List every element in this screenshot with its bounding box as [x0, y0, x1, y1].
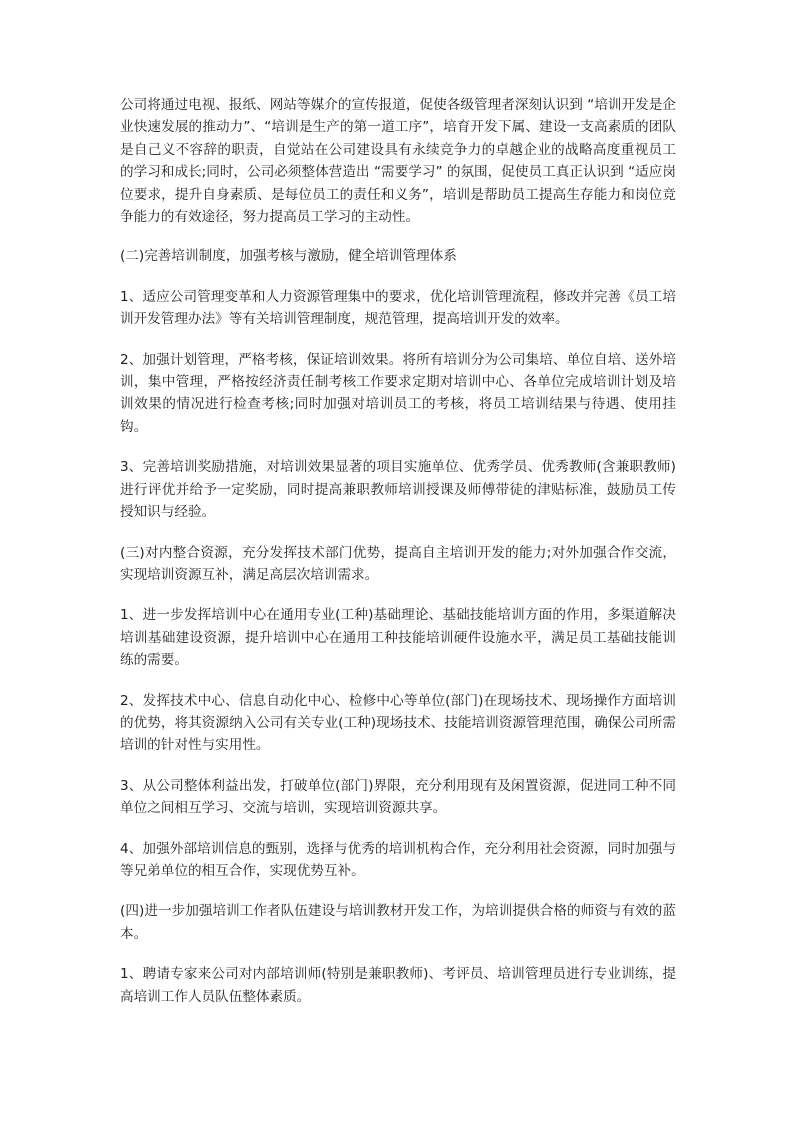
section-heading-3: (三)对内整合资源，充分发挥技术部门优势，提高自主培训开发的能力;对外加强合作交流，实现培训资源互补，满足高层次培训需求。	[120, 544, 676, 583]
section-heading-4: (四)进一步加强培训工作者队伍建设与培训教材开发工作，为培训提供合格的师资与有效的蓝本。	[120, 903, 676, 942]
document-body	[120, 94, 676, 1026]
list-item: 2、加强计划管理，严格考核，保证培训效果。将所有培训分为公司集培、单位自培、送外培训，集中管理，严格按经济责任制考核工作要求定期对培训中心、各单位完成培训计划及培训效果的情况进行检查考核;同时加强对培训员工的考核，将员工培训结果与待遇、使用挂钩。	[120, 351, 676, 435]
list-item: 1、聘请专家来公司对内部培训师(特别是兼职教师)、考评员、培训管理员进行专业训练，提高培训工作人员队伍整体素质。	[120, 966, 676, 1005]
intro-paragraph: 公司将通过电视、报纸、网站等媒介的宣传报道，促使各级管理者深刻认识到 “培训开发是企业快速发展的推动力”、“培训是生产的第一道工序”，培育开发下属、建设一支高素质的团队是自己义不容辞的职责，自觉站在公司建设具有永续竞争力的卓越企业的战略高度重视员工的学习和成长;同时，公司必须整体营造出 “需要学习” 的氛围，促使员工真正认识到 “适应岗位要求，提升自身素质、是每位员工的责任和义务”，培训是帮助员工提高生存能力和岗位竞争能力的有效途径，努力提高员工学习的主动性。	[120, 97, 676, 226]
list-item: 1、进一步发挥培训中心在通用专业(工种)基础理论、基础技能培训方面的作用，多渠道解决培训基础建设资源，提升培训中心在通用工种技能培训硬件设施水平，满足员工基础技能训练的需要。	[120, 607, 676, 669]
section-heading-2: (二)完善培训制度，加强考核与激励，健全培训管理体系	[120, 248, 457, 265]
list-item: 3、从公司整体利益出发，打破单位(部门)界限，充分利用现有及闲置资源，促进同工种不同单位之间相互学习、交流与培训，实现培训资源共享。	[120, 777, 676, 817]
list-item: 4、加强外部培训信息的甄别，选择与优秀的培训机构合作，充分利用社会资源，同时加强与等兄弟单位的相互合作，实现优势互补。	[120, 840, 676, 879]
list-item: 2、发挥技术中心、信息自动化中心、检修中心等单位(部门)在现场技术、现场操作方面培训的优势，将其资源纳入公司有关专业(工种)现场技术、技能培训资源管理范围，确保公司所需培训的针对性与实用性。	[120, 692, 676, 754]
list-item: 1、适应公司管理变革和人力资源管理集中的要求，优化培训管理流程，修改并完善《员工培训开发管理办法》等有关培训管理制度，规范管理，提高培训开发的效率。	[120, 288, 676, 328]
list-item: 3、完善培训奖励措施，对培训效果显著的项目实施单位、优秀学员、优秀教师(含兼职教师)进行评优并给予一定奖励，同时提高兼职教师培训授课及师傅带徒的津贴标准，鼓励员工传授知识与经验。	[120, 459, 676, 521]
